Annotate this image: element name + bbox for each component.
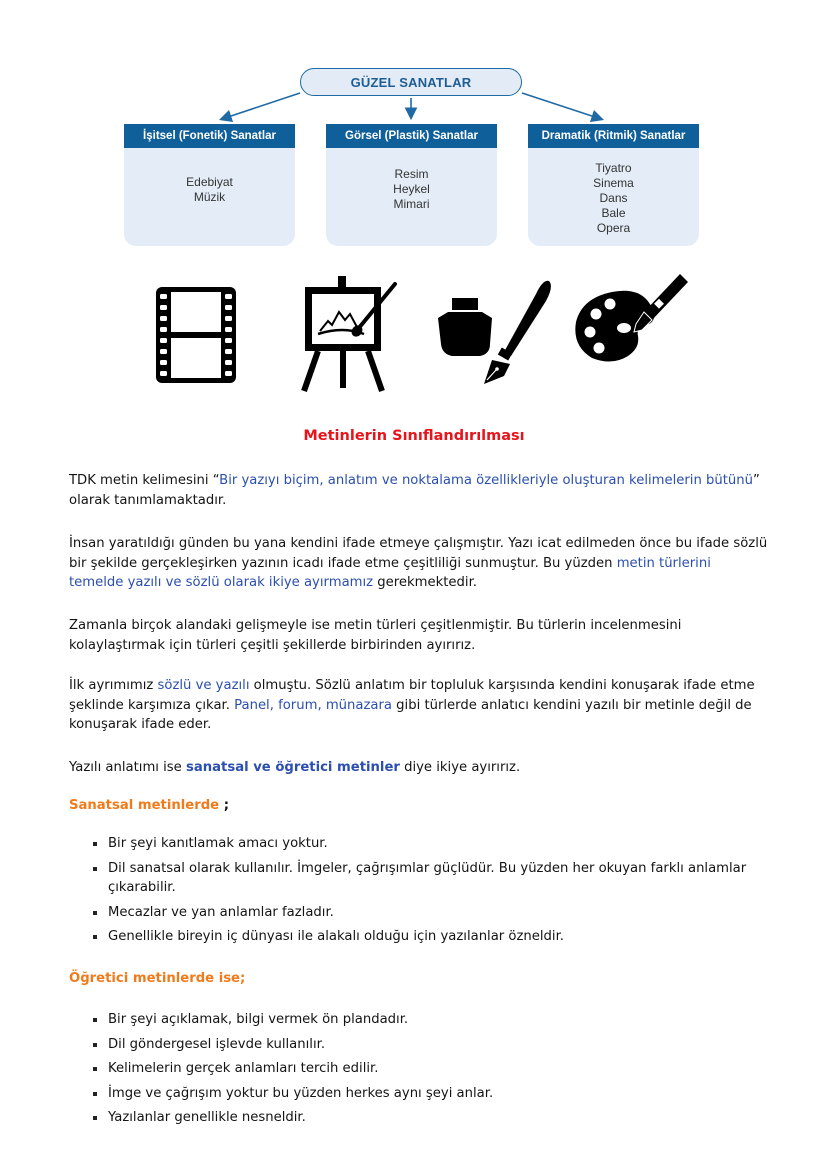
text: Yazılı anlatımı ise	[69, 760, 186, 775]
paragraph-history	[69, 534, 769, 593]
category-item: Heykel	[393, 182, 430, 196]
list-item: Bir şeyi kanıtlamak amacı yoktur.	[90, 834, 780, 854]
category-item: Tiyatro	[595, 161, 632, 175]
root-node: GÜZEL SANATLAR	[300, 68, 522, 96]
paint-palette-icon	[572, 270, 690, 370]
text: İnsan yaratıldığı günden bu yana kendini ifade etmeye çalışmıştır. Yazı icat edilmeden önce bu ifade sözlü bir şekilde gerçekleşirken yazının icadı ifade etme çeşitliliği sunmuştur. Bu yüzden	[69, 536, 768, 571]
ogretici-list	[90, 1010, 780, 1133]
category-header: Görsel (Plastik) Sanatlar	[326, 124, 497, 148]
sanatsal-list	[90, 834, 780, 952]
list-item: Bir şeyi açıklamak, bilgi vermek ön plandadır.	[90, 1010, 780, 1030]
paragraph-diversification: Zamanla birçok alandaki gelişmeyle ise metin türleri çeşitlenmiştir. Bu türlerin incelenmesini kolaylaştırmak için türleri çeşitli şekillerde birbirinden ayırırız.	[69, 618, 682, 653]
category-item: Müzik	[193, 190, 226, 204]
category-box-gorsel	[326, 124, 497, 246]
subheading-text: Sanatsal metinlerde	[69, 798, 220, 813]
text: gerekmektedir.	[373, 575, 477, 590]
highlighted-text: metin türlerini temelde yazılı ve sözlü olarak ikiye ayırmamız	[69, 555, 711, 590]
guzel-sanatlar-diagram	[0, 0, 828, 260]
category-item: Edebiyat	[186, 175, 233, 189]
list-item: Genellikle bireyin iç dünyası ile alakalı olduğu için yazılanlar özneldir.	[90, 927, 780, 947]
category-item: Dans	[599, 191, 628, 205]
category-item: Mimari	[393, 197, 430, 211]
list-item: Dil sanatsal olarak kullanılır. İmgeler, çağrışımlar güçlüdür. Bu yüzden her okuyan farklı anlamlar çıkarabilir.	[90, 859, 780, 898]
subheading-text: Öğretici metinlerde ise;	[69, 971, 246, 986]
text: gibi türlerde anlatıcı kendini yazılı bir metinle değil de konuşarak ifade eder.	[69, 697, 752, 732]
category-header: Dramatik (Ritmik) Sanatlar	[528, 124, 699, 148]
highlighted-text: Panel, forum, münazara	[234, 697, 392, 713]
category-header: İşitsel (Fonetik) Sanatlar	[124, 124, 295, 148]
category-items	[124, 148, 295, 205]
film-strip-icon	[154, 285, 238, 385]
heading-ogretici	[69, 969, 769, 989]
category-items	[528, 148, 699, 236]
list-item: Kelimelerin gerçek anlamları tercih edilir.	[90, 1059, 780, 1079]
category-box-isitsel	[124, 124, 295, 246]
text: İlk ayrımımız	[69, 678, 158, 693]
paragraph-written-types	[69, 758, 769, 778]
category-item: Resim	[394, 167, 429, 181]
list-item: İmge ve çağrışım yoktur bu yüzden herkes aynı şeyi anlar.	[90, 1084, 780, 1104]
list-item: Mecazlar ve yan anlamlar fazladır.	[90, 903, 780, 923]
paragraph-definition	[69, 471, 769, 510]
easel-painting-icon	[298, 274, 402, 394]
category-item: Bale	[601, 206, 626, 220]
text: ” olarak tanımlamaktadır.	[69, 473, 760, 508]
subheading-suffix: ;	[219, 798, 229, 813]
highlighted-text: sözlü ve yazılı	[157, 678, 250, 693]
paragraph-oral-written	[69, 676, 769, 735]
list-item: Dil göndergesel işlevde kullanılır.	[90, 1035, 780, 1055]
ink-bottle-pen-icon	[436, 276, 556, 386]
category-box-dramatik	[528, 124, 699, 246]
text: olmuştu. Sözlü anlatım bir topluluk karşısında kendini konuşarak ifade etme şeklinde karşımıza çıkar.	[69, 678, 755, 713]
category-item: Opera	[596, 221, 631, 235]
heading-sanatsal	[69, 796, 769, 816]
text: diye ikiye ayırırız.	[399, 760, 521, 775]
document-title: Metinlerin Sınıflandırılması	[303, 428, 525, 444]
text: TDK metin kelimesini “	[69, 473, 220, 488]
highlighted-text: sanatsal ve öğretici metinler	[186, 760, 400, 775]
list-item: Yazılanlar genellikle nesneldir.	[90, 1108, 780, 1128]
category-item: Sinema	[593, 176, 634, 190]
category-items	[326, 148, 497, 212]
highlighted-text: Bir yazıyı biçim, anlatım ve noktalama özellikleriyle oluşturan kelimelerin bütünü	[219, 473, 753, 488]
